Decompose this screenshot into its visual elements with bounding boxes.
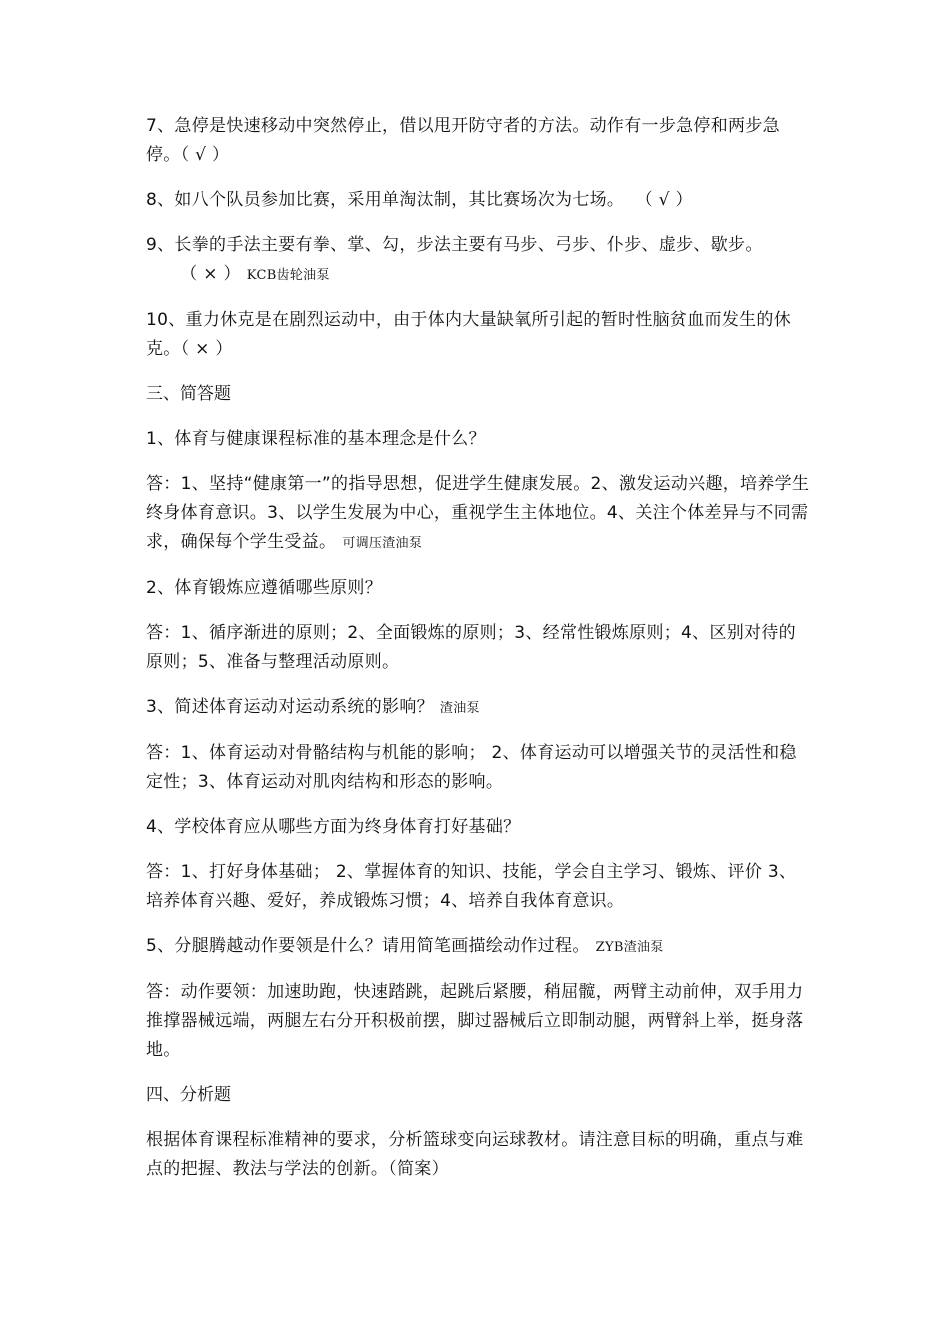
answer-4 xyxy=(146,858,811,916)
question-1 xyxy=(146,425,811,454)
answer-2 xyxy=(146,619,811,677)
question-5-text: 5、分腿腾越动作要领是什么？请用简笔画描绘动作过程。 xyxy=(146,936,590,956)
tf-item-9 xyxy=(146,231,811,290)
answer-1-note: 可调压渣油泵 xyxy=(342,536,423,551)
analysis-prompt-text: 根据体育课程标准精神的要求，分析篮球变向运球教材。请注意目标的明确，重点与难点的把握、教法与学法的创新。（简案） xyxy=(146,1130,804,1179)
answer-4-text: 答：1、打好身体基础； 2、掌握体育的知识、技能，学会自主学习、锻炼、评价 3、培养体育兴趣、爱好，养成锻炼习惯；4、培养自我体育意识。 xyxy=(146,862,797,911)
section-3-title: 三、简答题 xyxy=(146,384,231,404)
question-4 xyxy=(146,813,811,842)
question-3 xyxy=(146,693,811,723)
answer-3-text: 答：1、体育运动对骨骼结构与机能的影响； 2、体育运动可以增强关节的灵活性和稳定性；3、体育运动对肌肉结构和形态的影响。 xyxy=(146,743,797,792)
document-page xyxy=(146,112,811,1200)
question-4-text: 4、学校体育应从哪些方面为终身体育打好基础？ xyxy=(146,817,521,837)
tf-item-7 xyxy=(146,112,811,170)
question-2 xyxy=(146,574,811,603)
answer-5-text: 答：动作要领：加速助跑，快速踏跳，起跳后紧腰，稍屈髋，两臂主动前伸，双手用力推撑器械远端，两腿左右分开积极前摆，脚过器械后立即制动腿，两臂斜上举，挺身落地。 xyxy=(146,982,804,1060)
question-5-note: ZYB渣油泵 xyxy=(595,940,664,955)
tf-item-9-mark: （ × ） xyxy=(146,264,241,284)
answer-5 xyxy=(146,978,811,1065)
section-4-title: 四、分析题 xyxy=(146,1085,231,1105)
question-2-text: 2、体育锻炼应遵循哪些原则？ xyxy=(146,578,383,598)
tf-item-7-text: 7、急停是快速移动中突然停止，借以甩开防守者的方法。动作有一步急停和两步急停。 xyxy=(146,116,780,165)
tf-item-9-text: 9、长拳的手法主要有拳、掌、勾，步法主要有马步、弓步、仆步、虚步、歇步。 xyxy=(146,235,763,255)
tf-item-8 xyxy=(146,186,811,215)
tf-item-7-mark: （ √ ） xyxy=(180,145,230,165)
answer-1-text: 答：1、坚持“健康第一”的指导思想，促进学生健康发展。2、激发运动兴趣，培养学生终身体育意识。3、以学生发展为中心，重视学生主体地位。4、关注个体差异与不同需求，确保每个学生受益。 xyxy=(146,474,810,552)
answer-1 xyxy=(146,470,811,558)
tf-item-10 xyxy=(146,306,811,364)
analysis-prompt xyxy=(146,1126,811,1184)
answer-3 xyxy=(146,739,811,797)
question-3-text: 3、简述体育运动对运动系统的影响？ xyxy=(146,697,434,717)
question-1-text: 1、体育与健康课程标准的基本理念是什么？ xyxy=(146,429,486,449)
question-3-note: 渣油泵 xyxy=(439,701,480,716)
tf-item-8-mark: （ √ ） xyxy=(624,190,693,210)
tf-item-8-text: 8、如八个队员参加比赛，采用单淘汰制，其比赛场次为七场。 xyxy=(146,190,625,210)
question-5 xyxy=(146,932,811,962)
tf-item-9-note: KCB齿轮油泵 xyxy=(246,268,330,283)
tf-item-10-mark: （ × ） xyxy=(180,339,233,359)
answer-2-text: 答：1、循序渐进的原则；2、全面锻炼的原则；3、经常性锻炼原则；4、区别对待的原则；5、准备与整理活动原则。 xyxy=(146,623,796,672)
tf-item-10-text: 10、重力休克是在剧烈运动中，由于体内大量缺氧所引起的暂时性脑贫血而发生的休克。 xyxy=(146,310,792,359)
